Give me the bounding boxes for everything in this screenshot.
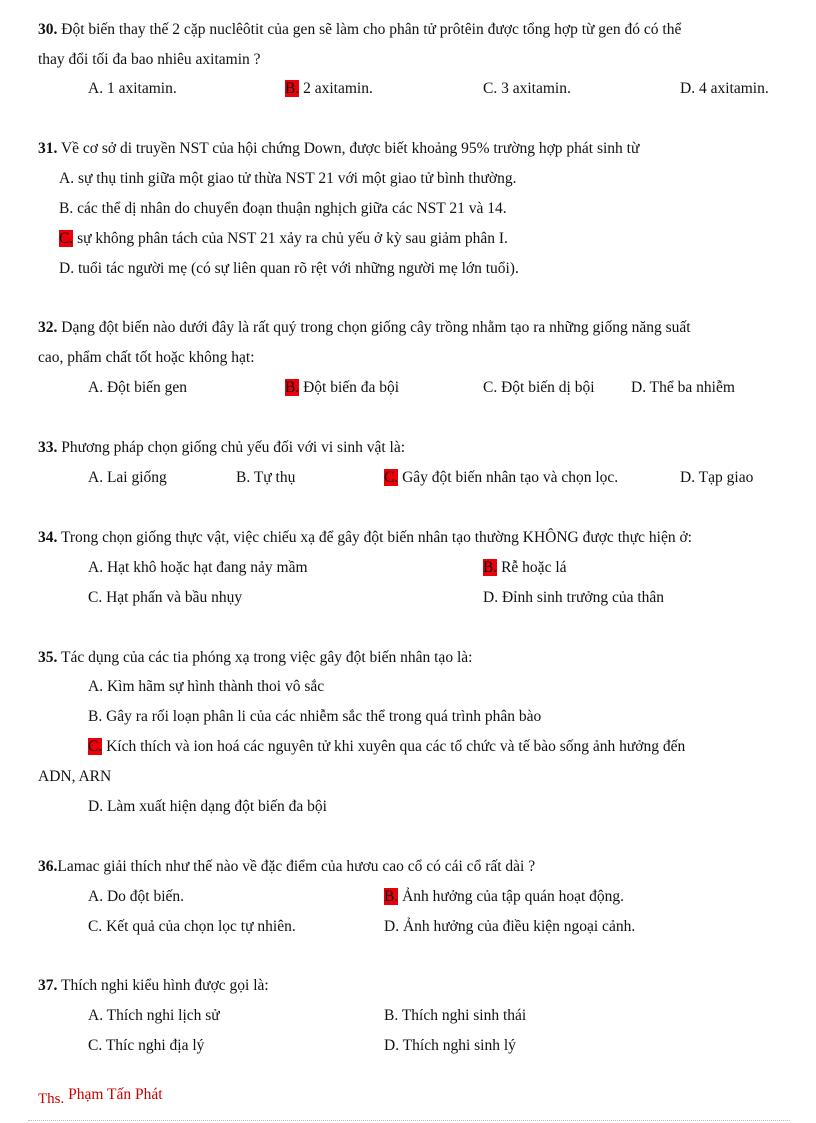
author-prefix: Ths. (38, 1091, 65, 1107)
question-35-stem (38, 648, 472, 668)
question-number: 37. (38, 977, 58, 994)
option-text: Ảnh hưởng của điều kiện ngoại cảnh. (399, 918, 636, 935)
question-31-option-b (59, 199, 507, 219)
option-text: Đột biến gen (103, 379, 188, 396)
question-32-option-c (483, 378, 595, 398)
option-letter: C. (483, 379, 498, 396)
question-36-option-a (88, 887, 184, 907)
option-text: Kích thích và ion hoá các nguyên tử khi xuyên qua các tổ chức và tế bào sống ảnh hưởng đến (102, 738, 686, 755)
option-text: Rễ hoặc lá (497, 559, 567, 576)
question-32-stem-line-2: cao, phẩm chất tốt hoặc không hạt: (38, 349, 255, 366)
question-30-option-b (285, 79, 373, 99)
option-letter: D. (59, 260, 75, 277)
option-text: Đột biến dị bội (497, 379, 595, 396)
question-number: 33. (38, 439, 58, 456)
option-letter: D. (680, 469, 696, 486)
stem-text: Phương pháp chọn giống chủ yếu đối với vi sinh vật là: (57, 439, 406, 456)
stem-text: Tác dụng của các tia phóng xạ trong việc gây đột biến nhân tạo là: (57, 649, 473, 666)
option-letter: A. (88, 559, 104, 576)
question-36-option-c (88, 917, 296, 937)
option-text: Thích nghi sinh lý (399, 1037, 516, 1054)
question-37-stem (38, 976, 269, 996)
option-letter: A. (88, 1007, 104, 1024)
option-text: Lai giống (103, 469, 167, 486)
option-text: sự không phân tách của NST 21 xảy ra chủ yếu ở kỳ sau giảm phân I. (73, 230, 508, 247)
stem-text: Thích nghi kiểu hình được gọi là: (57, 977, 269, 994)
option-text: 4 axitamin. (695, 80, 769, 97)
question-number: 36. (38, 858, 58, 875)
question-36-option-d (384, 917, 635, 937)
question-30-option-a (88, 79, 177, 99)
option-text: 2 axitamin. (299, 80, 373, 97)
question-32-option-d (631, 378, 735, 398)
question-37-option-c (88, 1036, 204, 1056)
option-text: Kết quả của chọn lọc tự nhiên. (102, 918, 296, 935)
option-text: Ảnh hưởng của tập quán hoạt động. (398, 888, 625, 905)
option-letter: A. (59, 170, 75, 187)
option-letter: D. (483, 589, 499, 606)
question-number: 32. (38, 319, 58, 336)
question-number: 35. (38, 649, 58, 666)
answer-highlight: C. (88, 738, 103, 755)
question-35-option-a (88, 677, 324, 697)
option-letter: A. (88, 80, 104, 97)
question-31-option-d (59, 259, 519, 279)
question-30-option-d (680, 79, 769, 99)
question-31-option-c (59, 229, 508, 249)
answer-highlight: B. (285, 379, 300, 396)
question-35-option-b (88, 707, 541, 727)
option-text: sự thụ tinh giữa một giao tử thừa NST 21 với một giao tử bình thường. (74, 170, 517, 187)
option-text: các thể dị nhân do chuyển đoạn thuận nghịch giữa các NST 21 và 14. (73, 200, 507, 217)
answer-highlight: B. (384, 888, 399, 905)
option-letter: A. (88, 469, 104, 486)
stem-text: Dạng đột biến nào dưới đây là rất quý trong chọn giống cây trồng nhằm tạo ra những giống năng suất (57, 319, 691, 336)
option-text: Hạt phấn và bầu nhụy (102, 589, 243, 606)
question-32-option-a (88, 378, 187, 398)
answer-highlight: C. (384, 469, 399, 486)
question-36-stem (38, 857, 535, 877)
question-37-option-b (384, 1006, 526, 1026)
answer-highlight: B. (285, 80, 300, 97)
option-letter: D. (88, 798, 104, 815)
answer-highlight: C. (59, 230, 74, 247)
question-37-option-a (88, 1006, 220, 1026)
option-letter: C. (88, 589, 103, 606)
question-33-option-b (236, 468, 295, 488)
question-31-stem (38, 139, 639, 159)
author-footer (38, 1086, 163, 1107)
option-text: 1 axitamin. (103, 80, 177, 97)
stem-text: Về cơ sở di truyền NST của hội chứng Down, được biết khoảng 95% trường hợp phát sinh từ (57, 140, 640, 157)
option-letter: B. (59, 200, 74, 217)
option-letter: D. (384, 918, 400, 935)
option-text: 3 axitamin. (497, 80, 571, 97)
question-35-option-c (88, 737, 685, 757)
question-36-option-b (384, 887, 624, 907)
option-text: Thể ba nhiễm (646, 379, 735, 396)
option-text: Đột biến đa bội (299, 379, 400, 396)
question-32-stem-line-1 (38, 318, 691, 338)
option-text: Thíc nghi địa lý (102, 1037, 205, 1054)
option-letter: C. (88, 1037, 103, 1054)
option-text: Tạp giao (695, 469, 754, 486)
option-text: Gây ra rối loạn phân li của các nhiễm sắc thể trong quá trình phân bào (102, 708, 542, 725)
question-30-stem-line-2: thay đổi tối đa bao nhiêu axitamin ? (38, 51, 261, 68)
question-34-option-c (88, 588, 242, 608)
option-letter: B. (384, 1007, 399, 1024)
option-text: tuổi tác người mẹ (có sự liên quan rõ rệt với những người mẹ lớn tuổi). (74, 260, 519, 277)
option-letter: C. (88, 918, 103, 935)
question-35-option-c-continuation: ADN, ARN (38, 768, 112, 785)
question-number: 31. (38, 140, 58, 157)
option-letter: D. (384, 1037, 400, 1054)
question-34-option-a (88, 558, 308, 578)
question-30-stem-line-1 (38, 20, 681, 40)
option-letter: B. (236, 469, 251, 486)
option-text: Thích nghi sinh thái (398, 1007, 527, 1024)
question-37-option-d (384, 1036, 516, 1056)
option-letter: A. (88, 379, 104, 396)
option-letter: A. (88, 678, 104, 695)
option-text: Thích nghi lịch sử (103, 1007, 220, 1024)
answer-highlight: B. (483, 559, 498, 576)
option-text: Do đột biến. (103, 888, 185, 905)
option-letter: C. (483, 80, 498, 97)
question-33-stem (38, 438, 405, 458)
option-text: Hạt khô hoặc hạt đang nảy mầm (103, 559, 308, 576)
stem-text: Đột biến thay thế 2 cặp nuclêôtit của gen sẽ làm cho phân tử prôtêin được tổng hợp từ gen đó có thể (57, 21, 682, 38)
question-33-option-c (384, 468, 618, 488)
option-text: Kìm hãm sự hình thành thoi vô sắc (103, 678, 325, 695)
option-text: Đỉnh sinh trưởng của thân (498, 589, 665, 606)
option-letter: D. (631, 379, 647, 396)
stem-text: Lamac giải thích như thế nào về đặc điểm của hươu cao cổ có cái cổ rất dài ? (57, 858, 536, 875)
question-34-option-b (483, 558, 567, 578)
option-text: Tự thụ (250, 469, 296, 486)
option-text: Gây đột biến nhân tạo và chọn lọc. (398, 469, 619, 486)
question-33-option-a (88, 468, 167, 488)
option-text: Làm xuất hiện dạng đột biến đa bội (103, 798, 327, 815)
option-letter: B. (88, 708, 103, 725)
question-number: 30. (38, 21, 58, 38)
author-name: Phạm Tấn Phát (64, 1086, 163, 1103)
footer-divider (28, 1120, 790, 1121)
question-34-option-d (483, 588, 664, 608)
question-33-option-d (680, 468, 753, 488)
question-34-stem (38, 528, 692, 548)
question-32-option-b (285, 378, 399, 398)
question-number: 34. (38, 529, 58, 546)
option-letter: A. (88, 888, 104, 905)
option-letter: D. (680, 80, 696, 97)
question-30-option-c (483, 79, 571, 99)
question-35-option-d (88, 797, 327, 817)
stem-text: Trong chọn giống thực vật, việc chiếu xạ để gây đột biến nhân tạo thường KHÔNG được thực hiện ở: (57, 529, 692, 546)
question-31-option-a (59, 169, 516, 189)
